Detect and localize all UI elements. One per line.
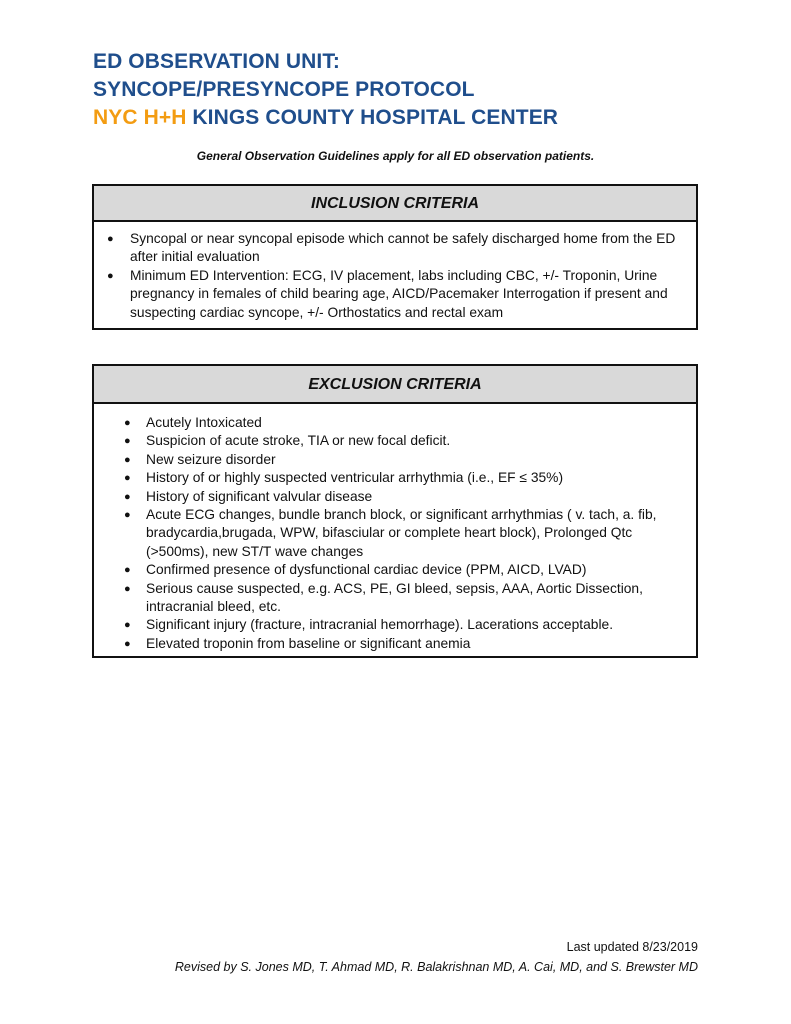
list-item-text: Serious cause suspected, e.g. ACS, PE, GI bleed, sepsis, AAA, Aortic Dissection, intracranial bleed, etc. <box>146 580 643 615</box>
exclusion-criteria-heading: EXCLUSION CRITERIA <box>94 366 696 404</box>
list-item-text: Acute ECG changes, bundle branch block, or significant arrhythmias ( v. tach, a. fib, bradycardia,brugada, WPW, bifasciular or complete heart block), Prolonged Qtc (>500ms), new ST/T wave changes <box>146 507 657 559</box>
exclusion-criteria-list <box>94 404 696 653</box>
title-line-2: SYNCOPE/PRESYNCOPE PROTOCOL <box>93 78 475 101</box>
hospital-name: KINGS COUNTY HOSPITAL CENTER <box>186 106 559 129</box>
list-item-text: History of or highly suspected ventricular arrhythmia (i.e., EF ≤ 35%) <box>146 470 564 486</box>
list-item-text: Minimum ED Intervention: ECG, IV placement, labs including CBC, +/- Troponin, Urine pregnancy in females of child bearing age, AICD/Pacemaker Interrogation if present and suspecting cardiac syncope, +/- Orthostatics and rectal exam <box>130 267 668 320</box>
bullet-icon: ● <box>124 453 131 466</box>
list-item <box>94 432 696 450</box>
exclusion-criteria-box <box>92 364 698 658</box>
list-item <box>94 561 696 579</box>
guideline-note: General Observation Guidelines apply for all ED observation patients. <box>196 149 595 163</box>
bullet-icon: ● <box>124 564 131 577</box>
last-updated: Last updated 8/23/2019 <box>566 940 698 954</box>
list-item-text: Elevated troponin from baseline or significant anemia <box>146 635 471 651</box>
list-item <box>94 506 696 561</box>
bullet-icon: ● <box>107 233 114 245</box>
inclusion-criteria-list <box>94 222 696 322</box>
list-item <box>94 414 696 432</box>
list-item-text: Significant injury (fracture, intracranial hemorrhage). Lacerations acceptable. <box>146 617 614 633</box>
list-item <box>94 635 696 653</box>
bullet-icon: ● <box>124 637 131 650</box>
list-item <box>94 469 696 487</box>
bullet-icon: ● <box>124 490 131 503</box>
list-item <box>94 451 696 469</box>
bullet-icon: ● <box>124 417 131 429</box>
list-item-text: History of significant valvular disease <box>146 488 373 504</box>
list-item <box>94 230 696 267</box>
list-item <box>94 616 696 634</box>
bullet-icon: ● <box>107 269 114 282</box>
bullet-icon: ● <box>124 472 131 485</box>
list-item-text: Acutely Intoxicated <box>146 415 262 430</box>
bullet-icon: ● <box>124 619 131 632</box>
list-item <box>94 267 696 322</box>
list-item-text: Suspicion of acute stroke, TIA or new focal deficit. <box>146 433 451 449</box>
list-item <box>94 488 696 506</box>
bullet-icon: ● <box>124 582 131 595</box>
inclusion-criteria-box <box>92 184 698 330</box>
list-item <box>94 580 696 617</box>
inclusion-criteria-heading: INCLUSION CRITERIA <box>94 186 696 222</box>
revised-by: Revised by S. Jones MD, T. Ahmad MD, R. Balakrishnan MD, A. Cai, MD, and S. Brewster MD <box>174 960 698 974</box>
bullet-icon: ● <box>124 509 131 522</box>
list-item-text: New seizure disorder <box>146 451 276 467</box>
title-line-1: ED OBSERVATION UNIT: <box>93 50 341 73</box>
organization-name: NYC H+H <box>93 106 187 129</box>
title-line-3 <box>93 106 558 130</box>
list-item-text: Syncopal or near syncopal episode which cannot be safely discharged home from the ED after initial evaluation <box>130 231 676 265</box>
bullet-icon: ● <box>124 435 131 448</box>
list-item-text: Confirmed presence of dysfunctional cardiac device (PPM, AICD, LVAD) <box>146 562 587 578</box>
